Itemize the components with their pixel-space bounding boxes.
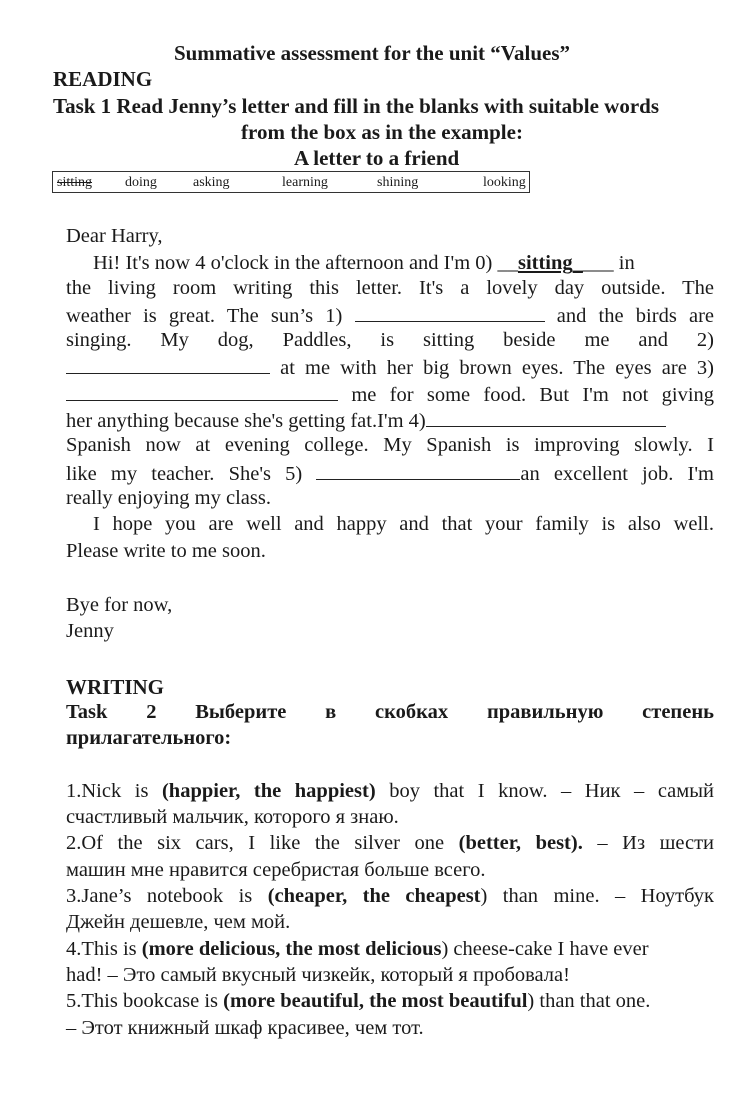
task2-item-3-translation: Джейн дешевле, чем мой. <box>66 911 291 933</box>
document-title: Summative assessment for the unit “Values” <box>173 41 571 65</box>
task2-item-1-translation: счастливый мальчик, которого я знаю. <box>66 806 399 828</box>
word-box-item: looking <box>483 175 526 190</box>
letter-line: I hope you are well and happy and that your family is also well. <box>93 513 714 535</box>
letter-line: her anything because she's getting fat.I'm 4) <box>66 408 666 433</box>
task2-item-2-translation: машин мне нравится серебристая больше всего. <box>66 859 486 881</box>
letter-line: singing. My dog, Paddles, is sitting beside me and 2) <box>66 329 714 351</box>
letter-signoff: Bye for now, <box>66 594 173 616</box>
word-box-item: shining <box>377 175 419 190</box>
blank-5-field[interactable] <box>316 461 520 480</box>
blank-4-field[interactable] <box>426 408 666 427</box>
task2-item-5: 5.This bookcase is (more beautiful, the most beautiful) than that one. <box>66 990 651 1012</box>
letter-line: at me with her big brown eyes. The eyes are 3) <box>66 355 714 380</box>
word-box-item: doing <box>125 175 157 190</box>
letter-line: Please write to me soon. <box>66 540 266 562</box>
word-box <box>52 171 530 193</box>
writing-heading: WRITING <box>66 675 165 699</box>
letter-line: Spanish now at evening college. My Spanish is improving slowly. I <box>66 434 714 456</box>
task2-item-1: 1.Nick is (happier, the happiest) boy that I know. – Ник – самый <box>66 780 714 802</box>
letter-greeting: Dear Harry, <box>66 225 163 247</box>
blank-2-field[interactable] <box>66 355 270 374</box>
task2-item-4: 4.This is (more delicious, the most delicious) cheese-cake I have ever <box>66 938 649 960</box>
task2-item-2: 2.Of the six cars, I like the silver one (better, best). – Из шести <box>66 832 715 854</box>
task1-instruction-line2: from the box as in the example: <box>241 120 523 144</box>
word-box-item: sitting <box>57 175 93 190</box>
task2-instruction-line1: Task 2 Выберите в скобках правильную степень <box>66 701 714 723</box>
task2-item-5-translation: – Этот книжный шкаф красивее, чем тот. <box>66 1017 424 1039</box>
letter-line: weather is great. The sun’s 1) and the birds are <box>66 305 715 327</box>
letter-line: Hi! It's now 4 o'clock in the afternoon and I'm 0) __sitting____ in <box>93 252 635 274</box>
letter-line: the living room writing this letter. It's a lovely day outside. The <box>66 277 714 299</box>
example-answer: sitting <box>517 252 573 274</box>
task2-instruction-line2: прилагательного: <box>66 727 232 749</box>
letter-line: like my teacher. She's 5) an excellent job. I'm <box>66 463 714 485</box>
task1-instruction-line1: Task 1 Read Jenny’s letter and fill in the blanks with suitable words <box>53 94 659 118</box>
word-box-item: asking <box>193 175 230 190</box>
blank-1-field[interactable] <box>355 303 545 322</box>
letter-signature: Jenny <box>66 620 114 642</box>
letter-line: really enjoying my class. <box>66 487 271 509</box>
task2-item-4-translation: had! – Это самый вкусный чизкейк, который я пробовала! <box>66 964 570 986</box>
letter-line: me for some food. But I'm not giving <box>66 382 714 407</box>
blank-3-field[interactable] <box>66 382 338 401</box>
letter-title: A letter to a friend <box>294 146 460 170</box>
word-box-item: learning <box>282 175 328 190</box>
task2-item-3: 3.Jane’s notebook is (cheaper, the cheapest) than mine. – Ноутбук <box>66 885 714 907</box>
reading-heading: READING <box>53 67 153 91</box>
